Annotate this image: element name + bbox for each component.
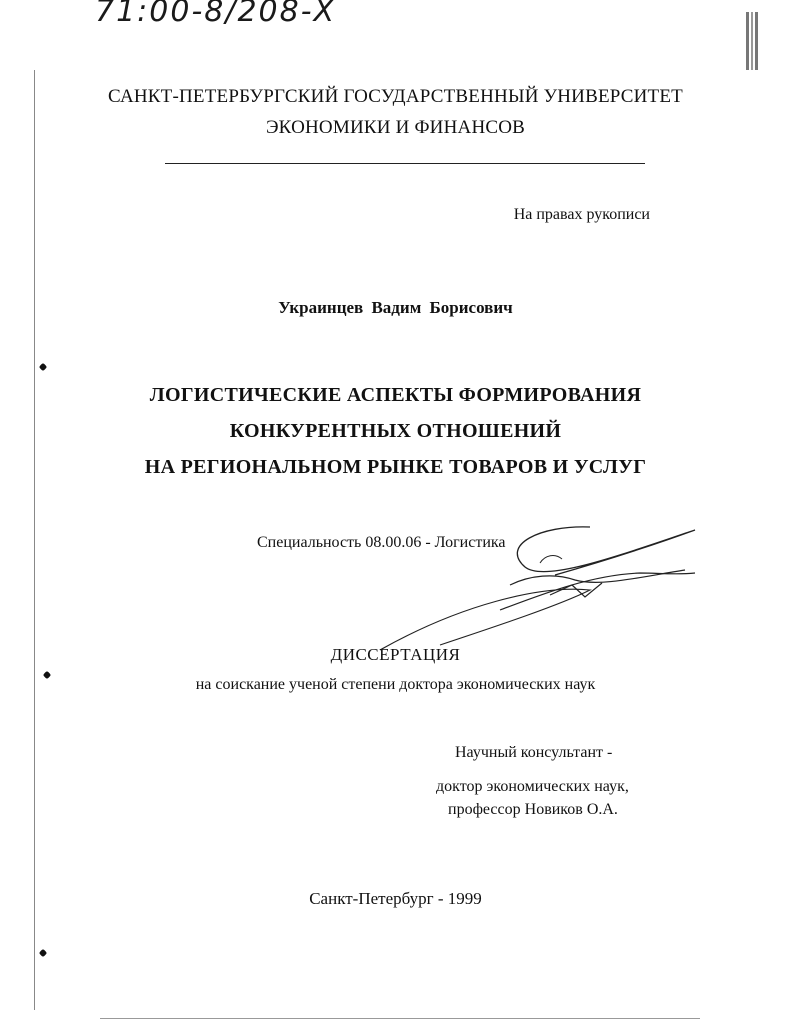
university-name-line2: ЭКОНОМИКИ И ФИНАНСОВ — [265, 117, 526, 138]
header-divider — [165, 163, 645, 164]
consultant-name: профессор Новиков О.А. — [448, 801, 618, 818]
university-name-line1: САНКТ-ПЕТЕРБУРГСКИЙ ГОСУДАРСТВЕННЫЙ УНИВЕРСИТЕТ — [108, 86, 683, 107]
binding-mark-icon — [39, 363, 47, 371]
specialty: Специальность 08.00.06 - Логистика — [257, 534, 506, 551]
bottom-scan-edge — [100, 1018, 700, 1019]
title-line3: НА РЕГИОНАЛЬНОМ РЫНКЕ ТОВАРОВ И УСЛУГ — [144, 456, 647, 478]
degree-statement: на соискание ученой степени доктора экономических наук — [195, 676, 596, 693]
author-name: Украинцев Вадим Борисович — [278, 298, 513, 317]
title-line2: КОНКУРЕНТНЫХ ОТНОШЕНИЙ — [229, 420, 562, 442]
library-stamp-icon — [743, 8, 761, 78]
document-type: ДИССЕРТАЦИЯ — [330, 645, 461, 664]
manuscript-rights-note: На правах рукописи — [513, 206, 650, 223]
place-year: Санкт-Петербург - 1999 — [309, 889, 482, 908]
title-line1: ЛОГИСТИЧЕСКИЕ АСПЕКТЫ ФОРМИРОВАНИЯ — [149, 384, 642, 406]
binding-edge-line — [34, 70, 35, 1010]
handwritten-catalog-number: 71:00-8/208-Х — [95, 0, 337, 29]
consultant-degree: доктор экономических наук, — [436, 778, 629, 795]
consultant-label: Научный консультант - — [455, 744, 613, 761]
binding-mark-icon — [39, 949, 47, 957]
